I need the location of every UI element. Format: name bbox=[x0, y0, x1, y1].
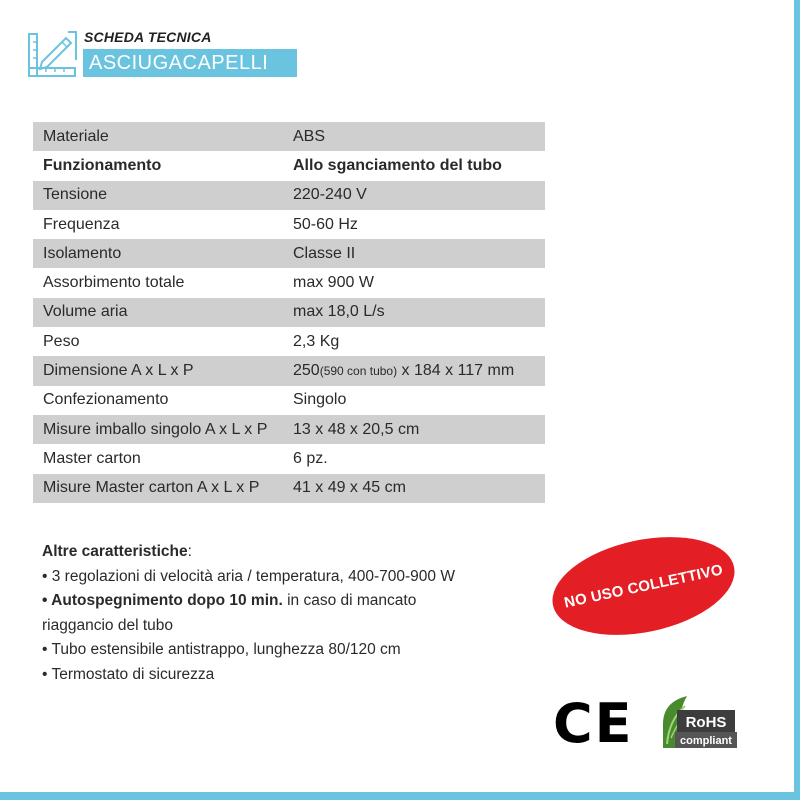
spec-value: 2,3 Kg bbox=[293, 332, 340, 350]
spec-value: Singolo bbox=[293, 391, 347, 409]
spec-label: Confezionamento bbox=[43, 391, 169, 409]
stamp-text: NO USO COLLETTIVO bbox=[562, 560, 725, 612]
page-title: ASCIUGACAPELLI bbox=[83, 49, 297, 77]
table-row bbox=[33, 181, 545, 210]
right-border bbox=[794, 0, 800, 800]
list-item bbox=[42, 589, 512, 614]
table-row bbox=[33, 268, 545, 297]
spec-label: Misure Master carton A x L x P bbox=[43, 479, 260, 497]
spec-table bbox=[33, 122, 545, 503]
table-row bbox=[33, 298, 545, 327]
spec-label: Assorbimento totale bbox=[43, 274, 185, 292]
table-row bbox=[33, 386, 545, 415]
spec-label: Tensione bbox=[43, 186, 108, 204]
table-row bbox=[33, 474, 545, 503]
table-row bbox=[33, 327, 545, 356]
spec-value: ABS bbox=[293, 127, 326, 145]
features-heading-text: Altre caratteristiche bbox=[42, 543, 188, 560]
table-row bbox=[33, 415, 545, 444]
rohs-compliant-logo bbox=[657, 694, 741, 752]
dimension-note: (590 con tubo) bbox=[319, 364, 398, 379]
spec-value: 41 x 49 x 45 cm bbox=[293, 479, 406, 497]
spec-label: Dimensione A x L x P bbox=[43, 362, 194, 380]
spec-label: Misure imballo singolo A x L x P bbox=[43, 420, 268, 438]
spec-value: 13 x 48 x 20,5 cm bbox=[293, 420, 420, 438]
spec-label: Peso bbox=[43, 332, 80, 350]
table-row bbox=[33, 151, 545, 180]
list-item-bold: • Autospegnimento dopo 10 min. bbox=[42, 592, 283, 609]
spec-label: Materiale bbox=[43, 127, 109, 145]
spec-label: Isolamento bbox=[43, 244, 122, 262]
dimension-main: 250 bbox=[293, 362, 320, 380]
table-row bbox=[33, 444, 545, 473]
spec-value: 50-60 Hz bbox=[293, 215, 358, 233]
table-row bbox=[33, 239, 545, 268]
dimension-rest: x 184 x 117 mm bbox=[397, 362, 515, 380]
spec-value: 220-240 V bbox=[293, 186, 367, 204]
design-ruler-pencil-icon bbox=[28, 30, 78, 78]
table-row bbox=[33, 210, 545, 239]
list-item-rest: in caso di mancato bbox=[282, 592, 417, 609]
no-collective-use-stamp bbox=[543, 522, 743, 650]
list-item: • Tubo estensibile antistrappo, lunghezza 80/120 cm bbox=[42, 641, 401, 658]
spec-value: Allo sganciamento del tubo bbox=[293, 156, 502, 174]
list-item: • 3 regolazioni di velocità aria / temperatura, 400-700-900 W bbox=[42, 567, 455, 585]
table-row bbox=[33, 356, 545, 385]
ce-mark: CE bbox=[553, 692, 634, 755]
spec-value: Classe II bbox=[293, 244, 356, 262]
spec-label: Volume aria bbox=[43, 303, 128, 321]
list-item-continuation: riaggancio del tubo bbox=[42, 616, 173, 634]
features-heading bbox=[42, 540, 512, 565]
features-list bbox=[42, 540, 512, 687]
spec-label: Frequenza bbox=[43, 215, 120, 233]
spec-value bbox=[293, 362, 545, 380]
table-row bbox=[33, 122, 545, 151]
features-heading-colon: : bbox=[187, 543, 192, 560]
spec-value: 6 pz. bbox=[293, 449, 328, 467]
bottom-border bbox=[0, 792, 800, 800]
rohs-text: RoHS bbox=[685, 714, 727, 731]
spec-label: Funzionamento bbox=[43, 156, 162, 174]
rohs-compliant-text: compliant bbox=[680, 735, 732, 747]
list-item: • Termostato di sicurezza bbox=[42, 665, 215, 683]
header-subtitle: SCHEDA TECNICA bbox=[84, 29, 212, 45]
spec-label: Master carton bbox=[43, 449, 141, 467]
spec-value: max 900 W bbox=[293, 274, 374, 292]
spec-value: max 18,0 L/s bbox=[293, 303, 385, 321]
